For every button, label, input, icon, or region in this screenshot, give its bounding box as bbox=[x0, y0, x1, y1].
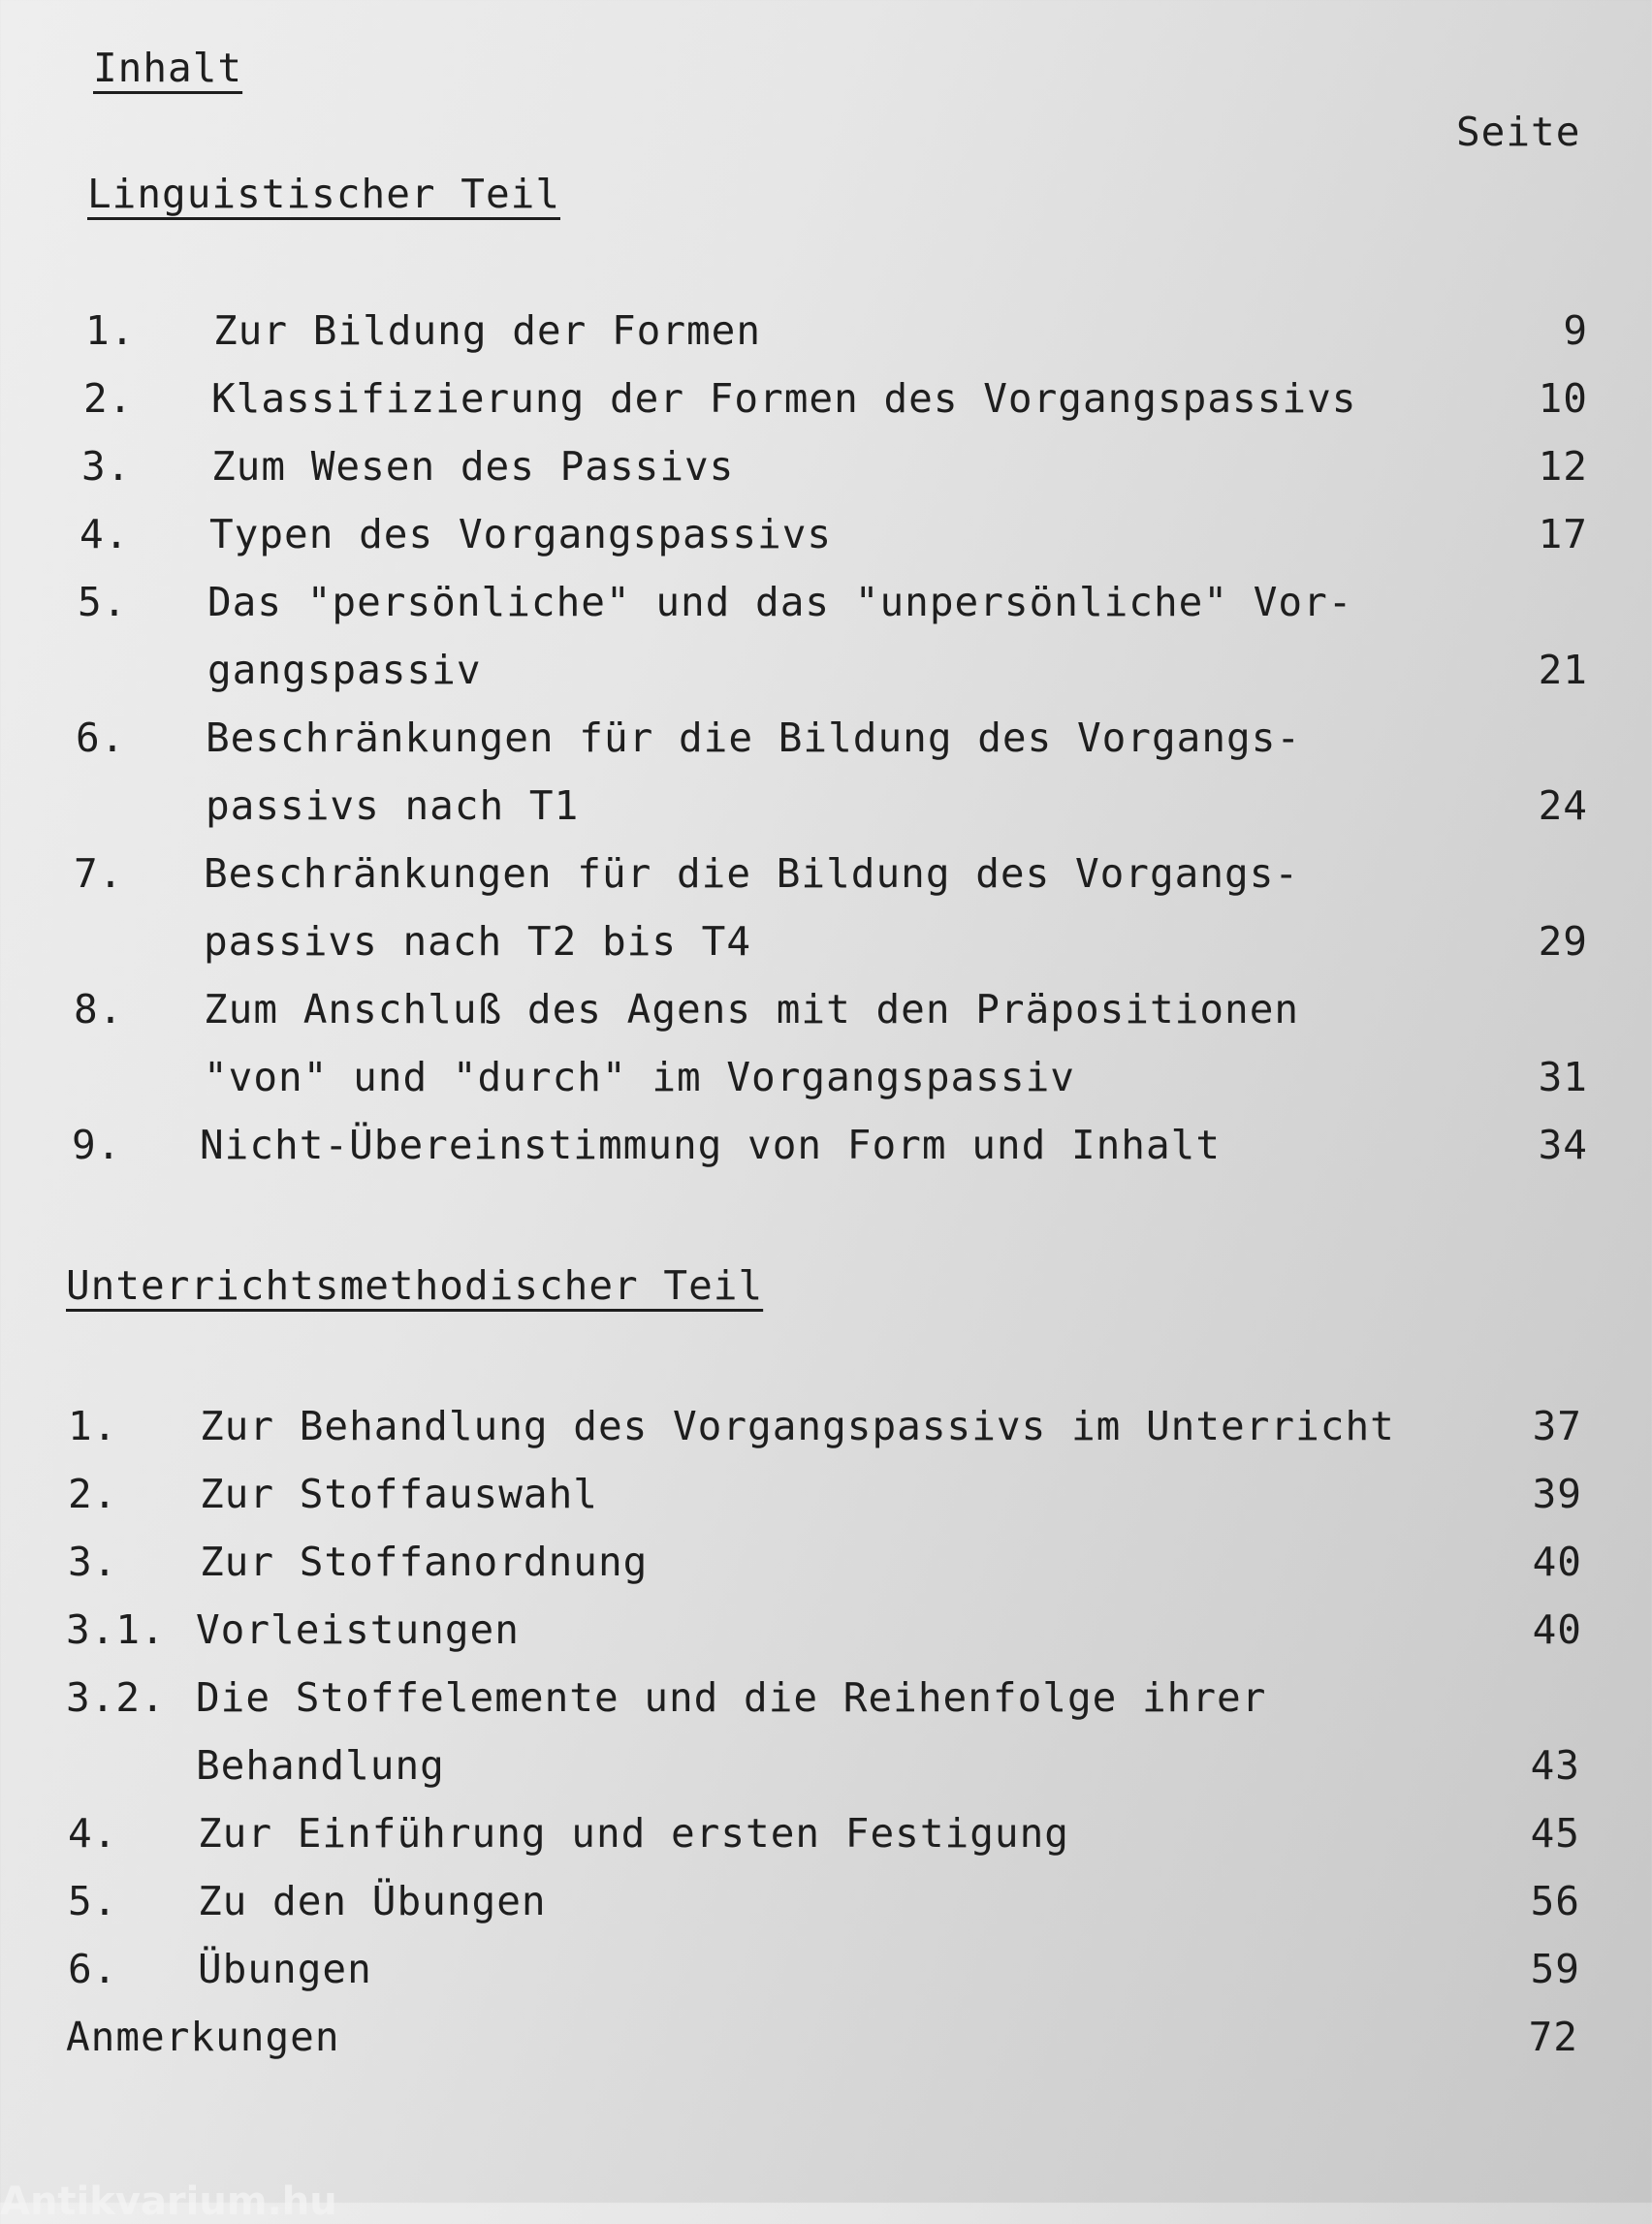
entry-title: Übungen bbox=[198, 1946, 372, 1992]
entry-number: 4. bbox=[79, 511, 130, 557]
toc-entry bbox=[0, 1392, 1652, 1461]
entry-title: Vorleistungen bbox=[196, 1606, 520, 1653]
entry-number: 1. bbox=[85, 307, 136, 354]
toc-entry bbox=[0, 1528, 1652, 1597]
entry-title: Behandlung bbox=[196, 1742, 445, 1789]
entry-page: 40 bbox=[1532, 1606, 1582, 1653]
entry-title: Zur Behandlung des Vorgangspassivs im Unterricht bbox=[200, 1403, 1395, 1449]
toc-entry-continuation bbox=[0, 636, 1652, 705]
entry-number: 2. bbox=[68, 1471, 118, 1517]
entry-title: "von" und "durch" im Vorgangspassiv bbox=[204, 1054, 1075, 1100]
entry-number: 3.1. bbox=[66, 1606, 166, 1653]
toc-entry bbox=[0, 432, 1652, 501]
page-column-label: Seite bbox=[1456, 109, 1581, 155]
toc-entry-continuation bbox=[0, 772, 1652, 841]
entry-page: 34 bbox=[1538, 1122, 1588, 1168]
toc-entry bbox=[0, 1935, 1652, 2004]
toc-entry bbox=[0, 1664, 1652, 1732]
toc-entry-continuation bbox=[0, 1043, 1652, 1112]
toc-entry bbox=[0, 704, 1652, 773]
toc-entry bbox=[0, 1596, 1652, 1665]
entry-title: Anmerkungen bbox=[66, 2014, 340, 2060]
entry-title: Nicht-Übereinstimmung von Form und Inhalt bbox=[200, 1122, 1222, 1168]
entry-title: passivs nach T1 bbox=[206, 782, 580, 829]
entry-number: 3.2. bbox=[66, 1674, 166, 1721]
entry-page: 9 bbox=[1563, 307, 1588, 354]
entry-page: 40 bbox=[1532, 1539, 1582, 1585]
entry-number: 3. bbox=[68, 1539, 118, 1585]
entry-page: 39 bbox=[1532, 1471, 1582, 1517]
entry-title: Zu den Übungen bbox=[198, 1878, 547, 1924]
entry-title: Zum Wesen des Passivs bbox=[211, 443, 735, 490]
entry-title: Das "persönliche" und das "unpersönliche" Vor- bbox=[207, 579, 1353, 625]
entry-title: Beschränkungen für die Bildung des Vorgangs- bbox=[204, 850, 1300, 897]
entry-page: 56 bbox=[1530, 1878, 1580, 1924]
section-heading-methodology: Unterrichtsmethodischer Teil bbox=[66, 1262, 764, 1309]
entry-page: 17 bbox=[1538, 511, 1588, 557]
toc-entry bbox=[0, 975, 1652, 1044]
watermark: Antikvarium.hu bbox=[0, 2179, 337, 2224]
entry-number: 5. bbox=[78, 579, 128, 625]
entry-title: gangspassiv bbox=[207, 647, 482, 693]
entry-number: 6. bbox=[76, 715, 126, 761]
entry-page: 37 bbox=[1532, 1403, 1582, 1449]
toc-entry bbox=[0, 1799, 1652, 1868]
toc-entry bbox=[0, 500, 1652, 569]
toc-entry bbox=[0, 840, 1652, 908]
toc-entry-tail bbox=[0, 2003, 1652, 2072]
toc-entry-continuation bbox=[0, 1732, 1652, 1800]
entry-page: 43 bbox=[1530, 1742, 1580, 1789]
entry-title: Die Stoffelemente und die Reihenfolge ihrer bbox=[196, 1674, 1267, 1721]
toc-entry bbox=[0, 1460, 1652, 1529]
entry-number: 7. bbox=[74, 850, 124, 897]
entry-number: 8. bbox=[74, 986, 124, 1033]
entry-page: 21 bbox=[1538, 647, 1588, 693]
entry-page: 45 bbox=[1530, 1810, 1580, 1857]
entry-title: Beschränkungen für die Bildung des Vorgangs- bbox=[206, 715, 1302, 761]
entry-page: 10 bbox=[1538, 375, 1588, 422]
entry-page: 24 bbox=[1538, 782, 1588, 829]
toc-entry bbox=[0, 1867, 1652, 1936]
entry-number: 1. bbox=[68, 1403, 118, 1449]
toc-entry bbox=[0, 297, 1652, 365]
entry-title: Zur Stoffanordnung bbox=[200, 1539, 649, 1585]
toc-entry-continuation bbox=[0, 907, 1652, 976]
toc-entry bbox=[0, 1111, 1652, 1180]
entry-number: 9. bbox=[72, 1122, 122, 1168]
entry-title: passivs nach T2 bis T4 bbox=[204, 918, 752, 965]
entry-title: Klassifizierung der Formen des Vorgangspassivs bbox=[211, 375, 1357, 422]
entry-number: 2. bbox=[83, 375, 134, 422]
page-title: Inhalt bbox=[93, 45, 243, 91]
entry-page: 31 bbox=[1538, 1054, 1588, 1100]
entry-number: 3. bbox=[81, 443, 132, 490]
toc-entry bbox=[0, 568, 1652, 637]
entry-title: Zum Anschluß des Agens mit den Präpositionen bbox=[204, 986, 1300, 1033]
entry-title: Zur Bildung der Formen bbox=[213, 307, 762, 354]
section-heading-linguistic: Linguistischer Teil bbox=[87, 171, 560, 217]
entry-page: 12 bbox=[1538, 443, 1588, 490]
entry-title: Zur Stoffauswahl bbox=[200, 1471, 598, 1517]
entry-page: 29 bbox=[1538, 918, 1588, 965]
entry-number: 4. bbox=[68, 1810, 118, 1857]
entry-page: 72 bbox=[1528, 2014, 1578, 2060]
entry-number: 5. bbox=[68, 1878, 118, 1924]
entry-number: 6. bbox=[68, 1946, 118, 1992]
toc-entry bbox=[0, 365, 1652, 433]
entry-title: Zur Einführung und ersten Festigung bbox=[198, 1810, 1069, 1857]
entry-title: Typen des Vorgangspassivs bbox=[209, 511, 833, 557]
entry-page: 59 bbox=[1530, 1946, 1580, 1992]
